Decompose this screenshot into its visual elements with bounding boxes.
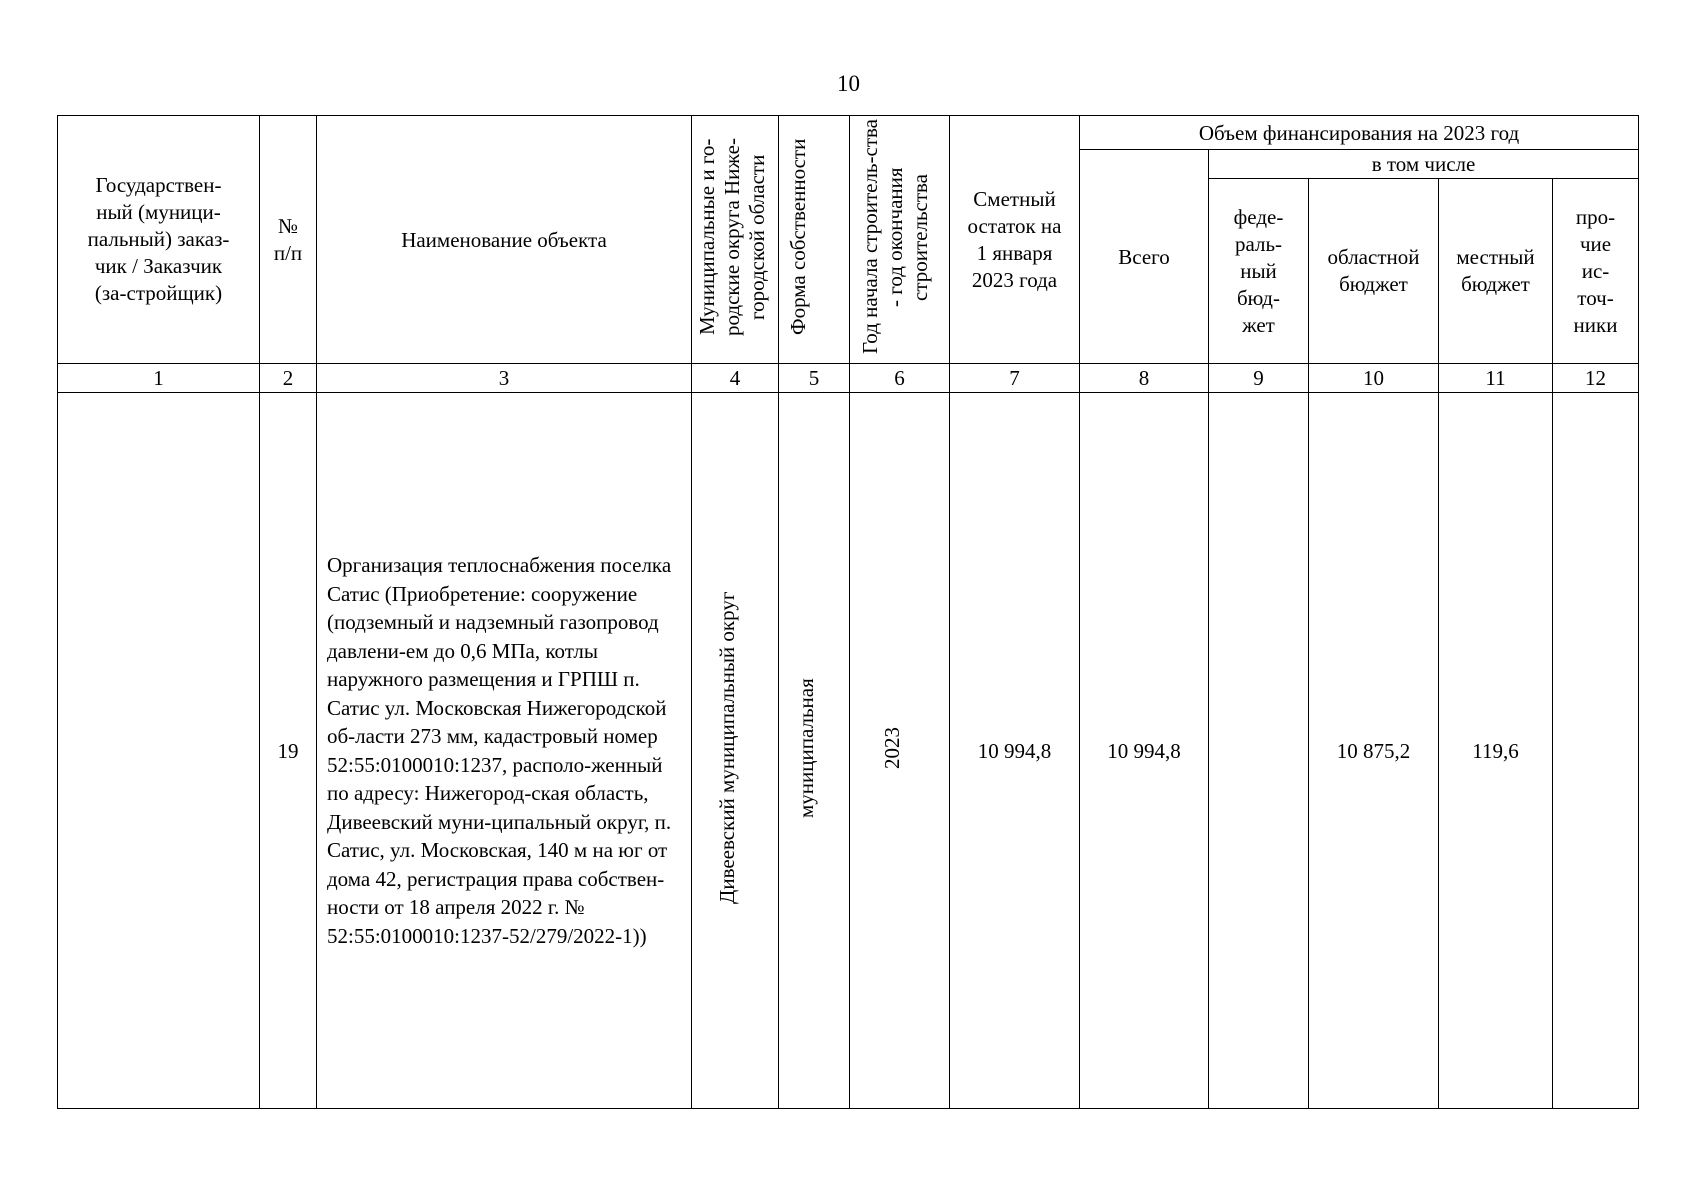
cell-total: 10 994,8 [1080,393,1209,1109]
header-row-1 [58,116,1639,150]
header-estimated-balance: Сметный остаток на 1 января 2023 года [950,116,1080,364]
header-total: Всего [1080,150,1209,364]
column-number-2: 2 [260,364,317,393]
financing-table [57,115,1639,1109]
header-federal-budget: феде-раль-ный бюд-жет [1209,179,1309,364]
column-number-5: 5 [779,364,850,393]
column-number-1: 1 [58,364,260,393]
header-customer: Государствен-ный (муници-пальный) заказ-чик / Заказчик (за-стройщик) [58,116,260,364]
cell-ownership-form: муниципальная [779,393,850,1109]
column-number-12: 12 [1553,364,1639,393]
header-number: № п/п [260,116,317,364]
column-number-7: 7 [950,364,1080,393]
cell-number: 19 [260,393,317,1109]
cell-local-budget: 119,6 [1439,393,1553,1109]
header-construction-years: Год начала строитель-ства - год окончания строительства [850,116,950,364]
header-including: в том числе [1209,150,1639,179]
header-local-budget: местный бюджет [1439,179,1553,364]
column-number-9: 9 [1209,364,1309,393]
column-number-3: 3 [317,364,692,393]
header-ownership-form: Форма собственности [779,116,850,364]
column-number-6: 6 [850,364,950,393]
column-number-11: 11 [1439,364,1553,393]
column-number-4: 4 [692,364,779,393]
header-financing-group: Объем финансирования на 2023 год [1080,116,1639,150]
cell-customer [58,393,260,1109]
header-municipal-district: Муниципальные и го-родские округа Ниже-городской области [692,116,779,364]
table-row [58,393,1639,1109]
header-other-sources: про-чие ис-точ-ники [1553,179,1639,364]
cell-federal-budget [1209,393,1309,1109]
cell-municipal-district: Дивеевский муниципальный округ [692,393,779,1109]
column-number-8: 8 [1080,364,1209,393]
cell-regional-budget: 10 875,2 [1309,393,1439,1109]
cell-estimated-balance: 10 994,8 [950,393,1080,1109]
cell-other-sources [1553,393,1639,1109]
column-number-row [58,364,1639,393]
header-object-name: Наименование объекта [317,116,692,364]
column-number-10: 10 [1309,364,1439,393]
header-regional-budget: областной бюджет [1309,179,1439,364]
page-number: 10 [837,71,860,96]
cell-object-name: Организация теплоснабжения поселка Сатис (Приобретение: сооружение (подземный и надземный газопровод давлени-ем до 0,6 МПа, котлы наружного размещения и ГРПШ п. Сатис ул. Московская Нижегородской об-ласти 273 мм, кадастровый номер 52:55:0100010:1237, располо-женный по адресу: Нижегород-ская область, Дивеевский муни-ципальный округ, п. Сатис, ул. Московская, 140 м на юг от дома 42, регистрация права собствен-ности от 18 апреля 2022 г. № 52:55:0100010:1237-52/279/2022-1)) [317,393,692,1109]
cell-construction-years: 2023 [850,393,950,1109]
